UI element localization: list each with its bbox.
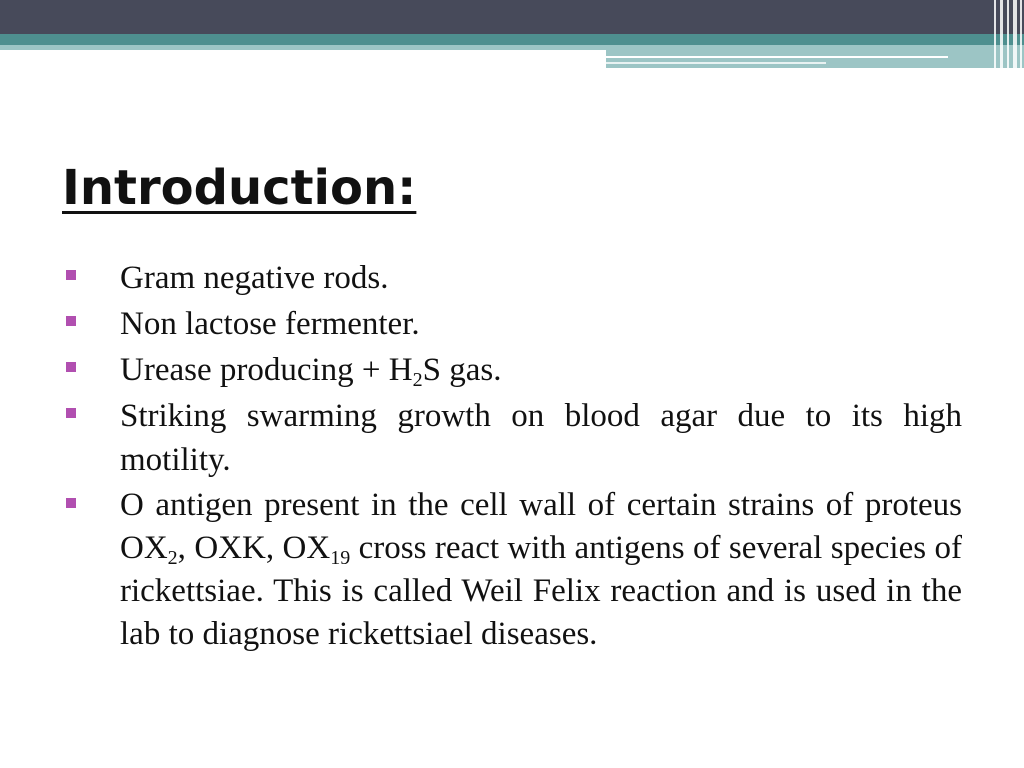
square-bullet-icon xyxy=(66,316,76,326)
header-accent-line xyxy=(606,56,948,58)
bullet-text: Non lactose fermenter. xyxy=(120,306,420,342)
bullet-item xyxy=(62,348,962,392)
bullet-item xyxy=(62,394,962,482)
square-bullet-icon xyxy=(66,498,76,508)
square-bullet-icon xyxy=(66,270,76,280)
slide-title: Introduction: xyxy=(62,160,417,216)
square-bullet-icon xyxy=(66,362,76,372)
header-accent-light xyxy=(0,45,606,50)
bullet-item xyxy=(62,256,962,300)
bullet-list xyxy=(62,256,962,658)
bullet-text: O antigen present in the cell wall of certain strains of proteus $OX_2$, OXK, $OX_{19}$ cross react with antigens of several species of rickettsiae. This is called Weil Felix reaction and is used in the lab to diagnose rickettsiael diseases. xyxy=(120,487,962,652)
square-bullet-icon xyxy=(66,408,76,418)
bullet-text: Gram negative rods. xyxy=(120,260,389,296)
header-stripe xyxy=(0,34,1024,45)
bullet-text: Striking swarming growth on blood agar due to its high motility. xyxy=(120,398,962,478)
bullet-item xyxy=(62,302,962,346)
bullet-item xyxy=(62,484,962,656)
header-bar xyxy=(0,0,1024,34)
bullet-text: Urease producing + $H_2S$ gas. xyxy=(120,352,502,391)
header-vertical-lines xyxy=(992,0,1024,68)
header-accent-line xyxy=(606,62,826,64)
